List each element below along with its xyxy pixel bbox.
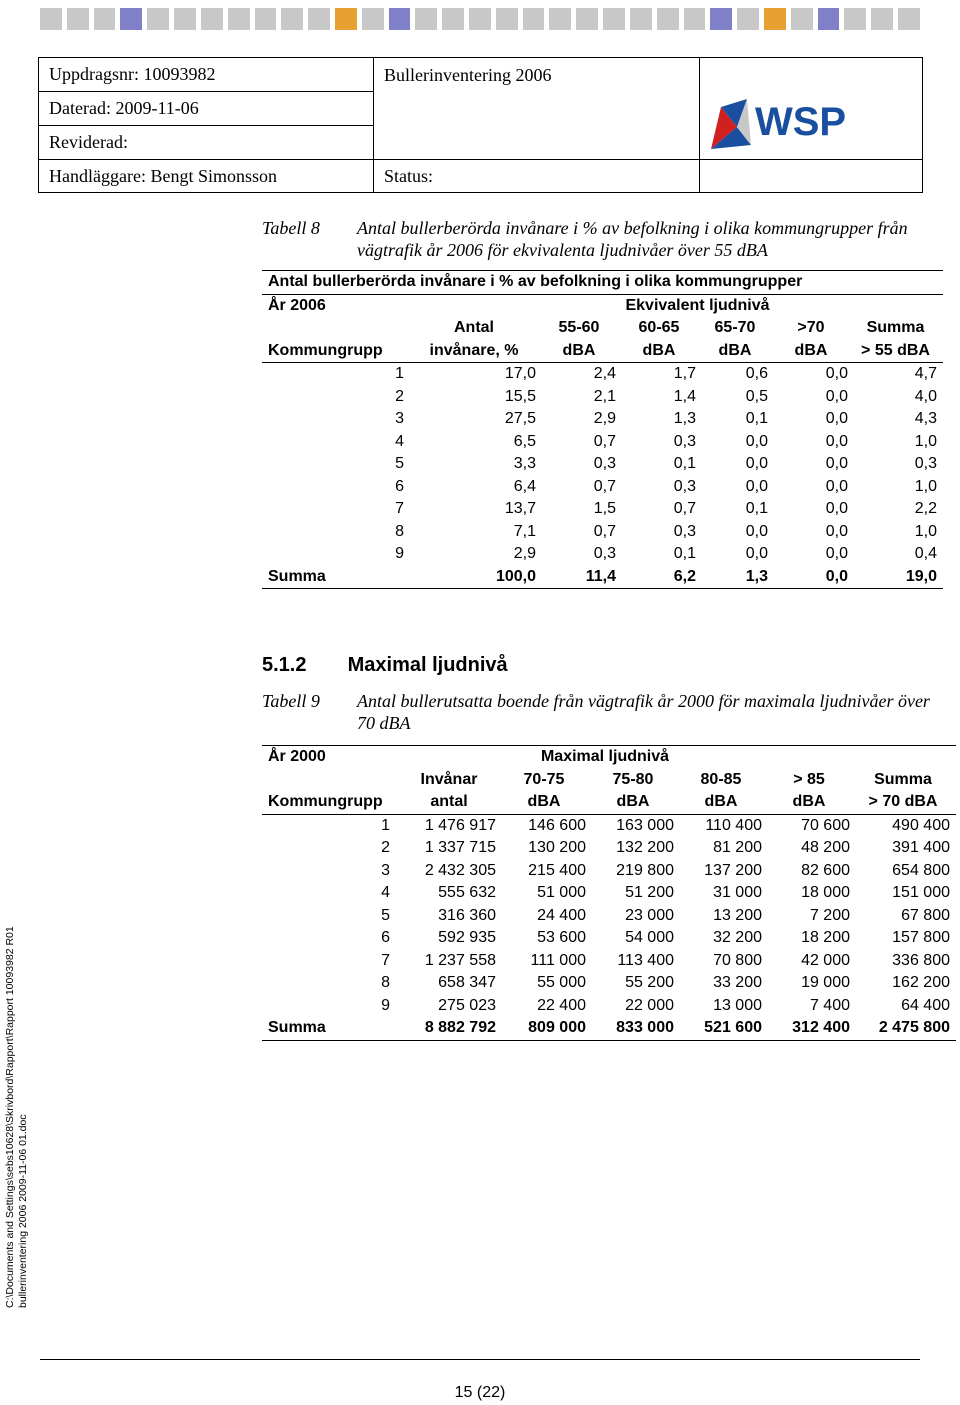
table-row — [262, 905, 956, 928]
table-cell: 391 400 — [892, 839, 950, 857]
t8-column-header: 65-70 — [714, 319, 756, 337]
table-cell: 2,4 — [593, 365, 616, 383]
bar-segment — [844, 8, 866, 30]
table-row — [262, 972, 956, 995]
table-cell: 1,3 — [673, 410, 696, 428]
t8-column-header: > 55 dBA — [861, 341, 930, 359]
bar-segment — [791, 8, 813, 30]
table-cell: 7 200 — [809, 906, 850, 924]
table-row — [262, 498, 943, 521]
table-cell: 0,5 — [745, 387, 768, 405]
table-cell: 215 400 — [528, 861, 586, 879]
table-cell: 0,0 — [745, 545, 768, 563]
t8-column-header: dBA — [718, 341, 752, 359]
bar-segment — [442, 8, 464, 30]
table-cell: 592 935 — [438, 929, 496, 947]
table-cell: 1,0 — [914, 522, 937, 540]
table-cell: 0,0 — [825, 432, 848, 450]
table-cell: 3 — [381, 861, 390, 879]
bar-segment — [120, 8, 142, 30]
table-cell: 70 800 — [713, 951, 762, 969]
table-cell: 1,7 — [673, 365, 696, 383]
t9-column-header: dBA — [527, 793, 561, 811]
file-path-sidebar — [0, 910, 32, 1310]
table-cell: 70 600 — [801, 816, 850, 834]
bar-segment — [201, 8, 223, 30]
t8-column-header: invånare, % — [429, 341, 519, 359]
table-cell: 658 347 — [438, 974, 496, 992]
table-row — [262, 386, 943, 409]
table-cell: 0,0 — [825, 387, 848, 405]
table-cell: 4,3 — [914, 410, 937, 428]
table-row — [262, 476, 943, 499]
table-cell: 55 200 — [625, 974, 674, 992]
table-cell: 2,2 — [914, 500, 937, 518]
handler-field: Handläggare: Bengt Simonsson — [39, 160, 374, 193]
table8-title: Antal bullerberörda invånare i % av befolkning i olika kommungrupper — [268, 273, 803, 291]
table-cell: 0,3 — [673, 477, 696, 495]
table-cell: 32 200 — [713, 929, 762, 947]
bar-segment — [174, 8, 196, 30]
table-cell: 163 000 — [616, 816, 674, 834]
table-cell: 9 — [395, 545, 404, 563]
table-cell: 24 400 — [537, 906, 586, 924]
table-cell: 2 — [381, 839, 390, 857]
table-cell: 0,0 — [745, 432, 768, 450]
bar-segment — [871, 8, 893, 30]
table-cell: 5 — [395, 455, 404, 473]
table-cell: 23 000 — [625, 906, 674, 924]
decorative-color-bar — [40, 8, 920, 30]
bar-segment — [335, 8, 357, 30]
table-cell: 51 000 — [537, 884, 586, 902]
bar-segment — [469, 8, 491, 30]
table-cell: 1,0 — [914, 477, 937, 495]
t8-column-header: 60-65 — [638, 319, 680, 337]
table-cell: 0,1 — [673, 455, 696, 473]
revised-field: Reviderad: — [39, 126, 374, 160]
table-cell: 1,5 — [593, 500, 616, 518]
table-cell: 0,0 — [825, 500, 848, 518]
section-title: Maximal ljudnivå — [347, 654, 508, 676]
sum-cell: 809 000 — [528, 1019, 586, 1037]
bar-segment — [362, 8, 384, 30]
table-cell: 132 200 — [616, 839, 674, 857]
table-cell: 111 000 — [530, 951, 586, 969]
table-cell: 4,7 — [914, 365, 937, 383]
table-cell: 0,3 — [673, 522, 696, 540]
bar-segment — [710, 8, 732, 30]
table-row — [262, 431, 943, 454]
bar-segment — [576, 8, 598, 30]
sum-label: Summa — [268, 1019, 326, 1037]
table-cell: 7 — [395, 500, 404, 518]
table-cell: 0,0 — [825, 365, 848, 383]
bar-segment — [684, 8, 706, 30]
table-cell: 0,1 — [745, 500, 768, 518]
table-cell: 6,5 — [513, 432, 536, 450]
sum-cell: 2 475 800 — [878, 1019, 950, 1037]
table-row — [262, 860, 956, 883]
table-cell: 82 600 — [801, 861, 850, 879]
t9-column-header — [262, 769, 402, 792]
t9-column-header: > 70 dBA — [868, 793, 938, 811]
table-cell: 0,0 — [825, 410, 848, 428]
table-cell: 0,0 — [745, 522, 768, 540]
t8-column-header: dBA — [794, 341, 828, 359]
table-cell: 137 200 — [704, 861, 762, 879]
table-cell: 6 — [395, 477, 404, 495]
table-cell: 2,1 — [593, 387, 616, 405]
logo-text: WSP — [755, 100, 847, 144]
table-cell: 13 200 — [713, 906, 762, 924]
table-cell: 4,0 — [914, 387, 937, 405]
t8-column-header: Summa — [866, 319, 925, 337]
table-cell: 27,5 — [504, 410, 536, 428]
table-row — [262, 543, 943, 566]
bar-segment — [281, 8, 303, 30]
table-row — [262, 882, 956, 905]
table-cell: 2,9 — [593, 410, 616, 428]
t8-column-header: Kommungrupp — [268, 341, 383, 359]
table-cell: 0,0 — [745, 455, 768, 473]
bar-segment — [147, 8, 169, 30]
table-cell: 1 — [381, 816, 390, 834]
table-cell: 4 — [381, 884, 390, 902]
bar-segment — [67, 8, 89, 30]
sum-cell: 19,0 — [905, 567, 937, 585]
bar-segment — [549, 8, 571, 30]
table-cell: 0,0 — [825, 477, 848, 495]
table-cell: 51 200 — [625, 884, 674, 902]
project-name: Bullerinventering 2006 — [374, 58, 700, 92]
bar-segment — [630, 8, 652, 30]
table-cell: 53 600 — [537, 929, 586, 947]
t8-column-header: Antal — [454, 319, 494, 337]
project-blank-cell — [374, 92, 700, 160]
page-number: 15 (22) — [454, 1384, 506, 1401]
table-cell: 7 — [381, 951, 390, 969]
bar-segment — [898, 8, 920, 30]
table-cell: 3,3 — [513, 455, 536, 473]
table-cell: 67 800 — [901, 906, 950, 924]
status-field: Status: — [374, 160, 700, 193]
t9-column-header: antal — [430, 793, 468, 811]
sum-cell: 833 000 — [616, 1019, 674, 1037]
table-cell: 275 023 — [438, 996, 496, 1014]
bar-segment — [523, 8, 545, 30]
table8 — [262, 270, 943, 589]
table-cell: 0,0 — [745, 477, 768, 495]
sum-row — [262, 1017, 956, 1040]
table-cell: 2 — [395, 387, 404, 405]
table9 — [262, 745, 956, 1041]
t9-column-header: Invånar — [420, 770, 478, 788]
sum-cell: 8 882 792 — [424, 1019, 496, 1037]
bar-segment — [228, 8, 250, 30]
table-cell: 19 000 — [801, 974, 850, 992]
t9-column-header: 80-85 — [700, 770, 742, 788]
table9-group-header: Maximal ljudnivå — [540, 748, 670, 766]
table-row — [262, 837, 956, 860]
table-cell: 113 400 — [617, 951, 674, 969]
table-row — [262, 453, 943, 476]
table-cell: 0,7 — [593, 522, 616, 540]
table-cell: 162 200 — [892, 974, 950, 992]
table-cell: 42 000 — [801, 951, 850, 969]
table-cell: 1,0 — [914, 432, 937, 450]
table-cell: 110 400 — [705, 816, 762, 834]
table9-caption-text: Antal bullerutsatta boende från vägtrafik år 2000 för maximala ljudnivåer över 70 dBA — [357, 691, 930, 733]
table-cell: 1,4 — [673, 387, 696, 405]
table-row — [262, 408, 943, 431]
table-cell: 6,4 — [513, 477, 536, 495]
sum-cell: 521 600 — [704, 1019, 762, 1037]
bar-segment — [40, 8, 62, 30]
table9-label: Tabell 9 — [262, 691, 320, 711]
dated-field: Daterad: 2009-11-06 — [39, 92, 374, 126]
bar-segment — [94, 8, 116, 30]
t8-column-header: 55-60 — [558, 319, 600, 337]
sum-cell: 6,2 — [673, 567, 696, 585]
file-path-line-2: bullerinventering 2006 2009-11-06 01.doc — [17, 1114, 29, 1308]
table-cell: 0,7 — [673, 500, 696, 518]
t9-column-header: dBA — [616, 793, 650, 811]
t9-column-header: > 85 — [793, 770, 825, 788]
table-cell: 0,7 — [593, 477, 616, 495]
table-cell: 2 432 305 — [424, 861, 496, 879]
table8-year: År 2006 — [268, 296, 326, 314]
t9-column-header: 70-75 — [523, 770, 565, 788]
table-cell: 0,0 — [825, 545, 848, 563]
sum-cell: 312 400 — [792, 1019, 850, 1037]
table-cell: 33 200 — [713, 974, 762, 992]
table-cell: 64 400 — [901, 996, 950, 1014]
table-cell: 2,9 — [513, 545, 536, 563]
table-cell: 5 — [381, 906, 390, 924]
table-cell: 1 — [395, 365, 404, 383]
table-cell: 219 800 — [616, 861, 674, 879]
table-cell: 22 400 — [537, 996, 586, 1014]
bar-segment — [255, 8, 277, 30]
sum-row — [262, 566, 943, 589]
table-cell: 17,0 — [504, 365, 536, 383]
bar-segment — [308, 8, 330, 30]
bar-segment — [389, 8, 411, 30]
t9-column-header: dBA — [704, 793, 738, 811]
bar-segment — [496, 8, 518, 30]
table-cell: 55 000 — [537, 974, 586, 992]
t9-column-header: dBA — [792, 793, 826, 811]
table-cell: 31 000 — [713, 884, 762, 902]
table-cell: 0,3 — [914, 455, 937, 473]
t8-column-header: dBA — [562, 341, 596, 359]
table-row — [262, 950, 956, 973]
table-cell: 0,3 — [593, 545, 616, 563]
table-row — [262, 814, 956, 837]
wsp-logo — [707, 93, 887, 153]
table-cell: 0,4 — [914, 545, 937, 563]
table-cell: 8 — [381, 974, 390, 992]
table-cell: 4 — [395, 432, 404, 450]
bar-segment — [603, 8, 625, 30]
table-cell: 18 000 — [801, 884, 850, 902]
table-cell: 1 337 715 — [424, 839, 496, 857]
table-cell: 0,3 — [593, 455, 616, 473]
table-cell: 0,6 — [745, 365, 768, 383]
table-cell: 3 — [395, 410, 404, 428]
table-cell: 9 — [381, 996, 390, 1014]
table8-label: Tabell 8 — [262, 218, 320, 238]
table-cell: 15,5 — [504, 387, 536, 405]
sum-label: Summa — [268, 567, 326, 585]
bar-segment — [657, 8, 679, 30]
table-cell: 0,3 — [673, 432, 696, 450]
file-path-line-1: C:\Documents and Settings\sebs10628\Skrivbord\Rapport\Rapport 10093982 R01 — [4, 926, 16, 1308]
table-cell: 151 000 — [892, 884, 950, 902]
table-cell: 146 600 — [528, 816, 586, 834]
table8-group-header: Ekvivalent ljudnivå — [625, 296, 770, 314]
table-row — [262, 927, 956, 950]
table-cell: 555 632 — [438, 884, 496, 902]
table9-year: År 2000 — [268, 748, 326, 766]
t8-column-header: dBA — [642, 341, 676, 359]
bar-segment — [737, 8, 759, 30]
table-row — [262, 521, 943, 544]
sum-cell: 11,4 — [585, 567, 616, 585]
table-cell: 0,1 — [673, 545, 696, 563]
table-cell: 0,0 — [825, 522, 848, 540]
t8-column-header — [262, 317, 412, 340]
table-cell: 54 000 — [625, 929, 674, 947]
table-row — [262, 363, 943, 386]
assignment-number: Uppdragsnr: 10093982 — [39, 58, 374, 92]
footer-divider — [40, 1359, 920, 1360]
t8-column-header: >70 — [797, 319, 825, 337]
section-number: 5.1.2 — [262, 654, 307, 676]
sum-cell: 100,0 — [495, 567, 536, 585]
table-cell: 157 800 — [892, 929, 950, 947]
bar-segment — [818, 8, 840, 30]
table-cell: 336 800 — [892, 951, 950, 969]
table-cell: 654 800 — [892, 861, 950, 879]
table-cell: 490 400 — [892, 816, 950, 834]
table-row — [262, 995, 956, 1018]
table-cell: 18 200 — [801, 929, 850, 947]
sum-cell: 1,3 — [745, 567, 768, 585]
table-cell: 7 400 — [809, 996, 850, 1014]
table-cell: 6 — [381, 929, 390, 947]
table-cell: 0,0 — [825, 455, 848, 473]
table-cell: 13 000 — [713, 996, 762, 1014]
t9-column-header: Kommungrupp — [268, 793, 383, 811]
bar-segment — [764, 8, 786, 30]
sum-cell: 0,0 — [825, 567, 848, 585]
table-cell: 0,7 — [593, 432, 616, 450]
table-cell: 22 000 — [625, 996, 674, 1014]
table-cell: 1 237 558 — [424, 951, 496, 969]
section-heading — [262, 654, 508, 677]
bar-segment — [415, 8, 437, 30]
table-cell: 8 — [395, 522, 404, 540]
table-cell: 81 200 — [713, 839, 762, 857]
table-cell: 13,7 — [504, 500, 536, 518]
table-cell: 48 200 — [801, 839, 850, 857]
table-cell: 130 200 — [528, 839, 586, 857]
table-cell: 7,1 — [513, 522, 536, 540]
table8-caption-text: Antal bullerberörda invånare i % av befolkning i olika kommungrupper från vägtrafik år 2006 för ekvivalenta ljudnivåer över 55 dBA — [357, 218, 908, 260]
table-cell: 0,1 — [745, 410, 768, 428]
t9-column-header: Summa — [874, 770, 932, 788]
table-cell: 1 476 917 — [424, 816, 496, 834]
t9-column-header: 75-80 — [612, 770, 654, 788]
table-cell: 316 360 — [438, 906, 496, 924]
